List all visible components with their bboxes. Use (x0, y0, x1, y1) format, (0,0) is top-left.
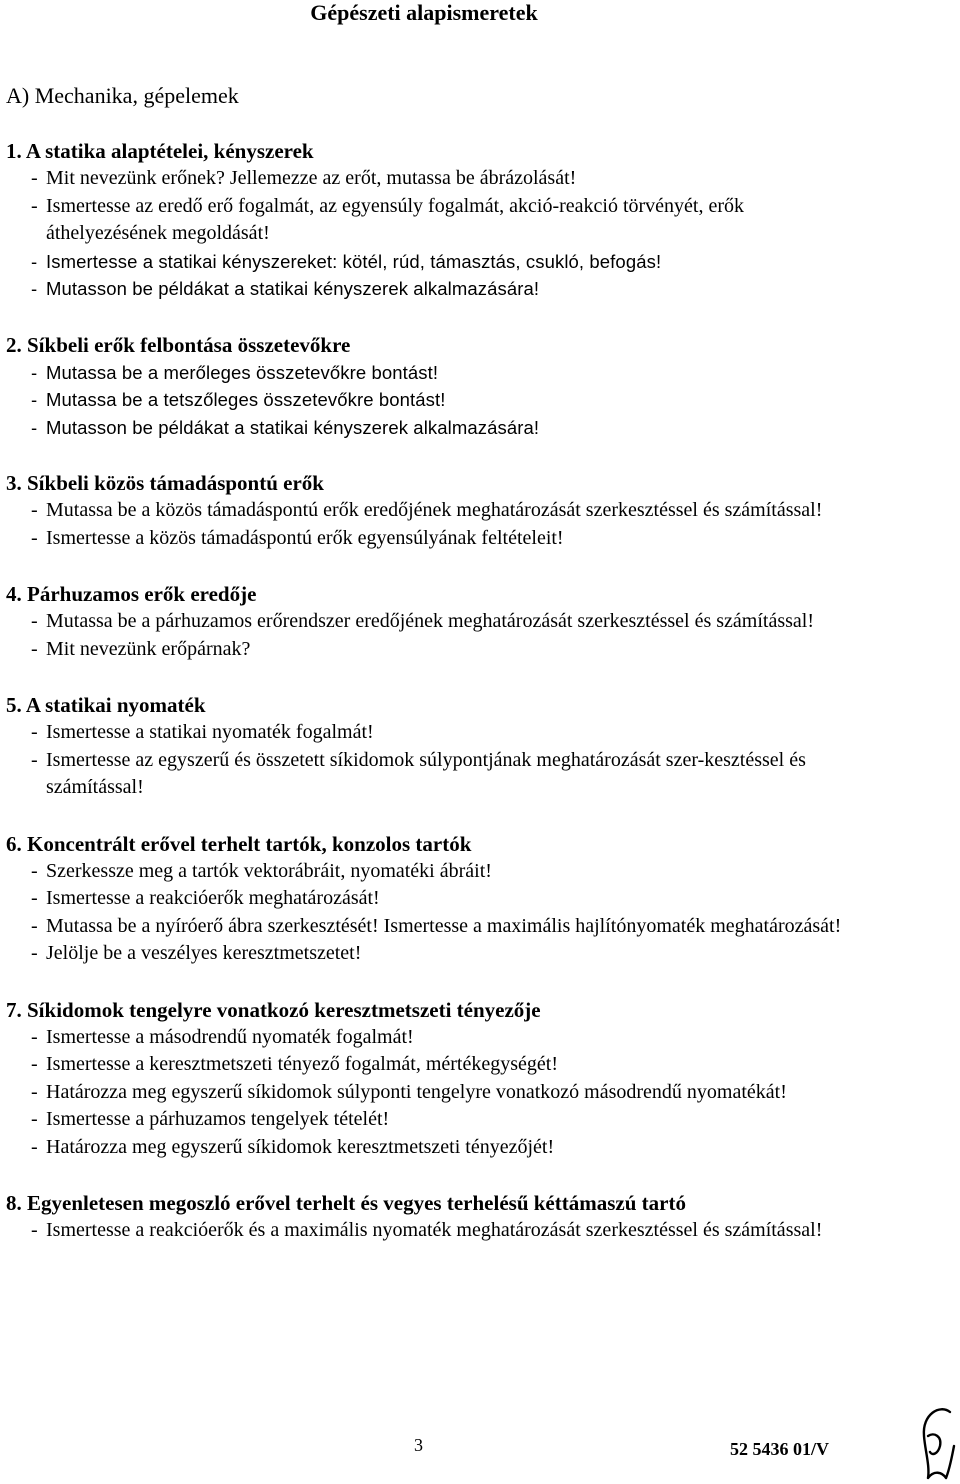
topic-items (6, 858, 846, 968)
list-item: - Mit nevezünk erőpárnak? (6, 636, 846, 664)
list-item: - Mutassa be a nyíróerő ábra szerkesztését! Ismertesse a maximális hajlítónyomaték meghatározását! (6, 913, 846, 941)
part-heading: A) Mechanika, gépelemek (6, 83, 239, 108)
signature-icon (912, 1406, 958, 1482)
topic-items (6, 359, 846, 442)
topic-title: 4. Párhuzamos erők eredője (6, 582, 257, 606)
list-item: - Ismertesse a közös támadáspontú erők egyensúlyának feltételeit! (6, 525, 846, 553)
list-item: - Ismertesse a statikai nyomaték fogalmát! (6, 719, 846, 747)
topic-title: 8. Egyenletesen megoszló erővel terhelt és vegyes terhelésű kéttámaszú tartó (6, 1191, 686, 1215)
topic-items (6, 165, 846, 303)
list-item: - Határozza meg egyszerű síkidomok keresztmetszeti tényezőjét! (6, 1134, 846, 1162)
topic-7 (6, 996, 846, 1162)
topic-items (6, 1217, 846, 1245)
topic-title: 5. A statikai nyomaték (6, 693, 206, 717)
document-code: 52 5436 01/V (730, 1439, 829, 1459)
topic-title: 3. Síkbeli közös támadáspontú erők (6, 471, 324, 495)
topic-8 (6, 1189, 846, 1245)
topic-2 (6, 331, 846, 442)
topic-items (6, 497, 846, 552)
list-item: - Ismertesse a reakcióerők meghatározását! (6, 885, 846, 913)
topic-title: 6. Koncentrált erővel terhelt tartók, konzolos tartók (6, 831, 472, 856)
list-item: - Mutassa be a közös támadáspontú erők eredőjének meghatározását szerkesztéssel és számítással! (6, 497, 846, 525)
list-item: - Mutasson be példákat a statikai kényszerek alkalmazására! (6, 275, 846, 303)
list-item: - Ismertesse a statikai kényszereket: kötél, rúd, támasztás, csukló, befogás! (6, 248, 846, 276)
topic-5 (6, 691, 846, 802)
list-item: - Határozza meg egyszerű síkidomok súlyponti tengelyre vonatkozó másodrendű nyomatékát! (6, 1079, 846, 1107)
list-item: - Mutassa be a párhuzamos erőrendszer eredőjének meghatározását szerkesztéssel és számítással! (6, 608, 846, 636)
topic-title: 7. Síkidomok tengelyre vonatkozó keresztmetszeti tényezője (6, 997, 541, 1022)
topic-6 (6, 830, 846, 968)
list-item: - Ismertesse a párhuzamos tengelyek tételét! (6, 1106, 846, 1134)
list-item: - Mit nevezünk erőnek? Jellemezze az erőt, mutassa be ábrázolását! (6, 165, 846, 193)
topic-title: 2. Síkbeli erők felbontása összetevőkre (6, 332, 351, 357)
list-item: - Ismertesse a másodrendű nyomaték fogalmát! (6, 1024, 846, 1052)
topic-items (6, 1024, 846, 1162)
list-item: - Ismertesse az eredő erő fogalmát, az egyensúly fogalmát, akció-reakció törvényét, erők áthelyezésének megoldását! (6, 193, 846, 248)
topic-4 (6, 580, 846, 663)
page-title: Gépészeti alapismeretek (310, 0, 538, 25)
list-item: - Ismertesse a reakcióerők és a maximális nyomaték meghatározását szerkesztéssel és számítással! (6, 1217, 846, 1245)
page-number: 3 (414, 1435, 423, 1455)
list-item: - Jelölje be a veszélyes keresztmetszetet! (6, 940, 846, 968)
topic-3 (6, 469, 846, 552)
topic-items (6, 608, 846, 663)
list-item: - Ismertesse az egyszerű és összetett síkidomok súlypontjának meghatározását szer-kesztéssel és számítással! (6, 747, 846, 802)
list-item: - Mutassa be a tetszőleges összetevőkre bontást! (6, 386, 846, 414)
topic-items (6, 719, 846, 802)
list-item: - Mutasson be példákat a statikai kényszerek alkalmazására! (6, 414, 846, 442)
list-item: - Szerkessze meg a tartók vektorábráit, nyomatéki ábráit! (6, 858, 846, 886)
list-item: - Mutassa be a merőleges összetevőkre bontást! (6, 359, 846, 387)
list-item: - Ismertesse a keresztmetszeti tényező fogalmát, mértékegységét! (6, 1051, 846, 1079)
topic-1 (6, 137, 846, 303)
topic-title: 1. A statika alaptételei, kényszerek (6, 139, 314, 163)
topic-list (6, 137, 846, 1273)
